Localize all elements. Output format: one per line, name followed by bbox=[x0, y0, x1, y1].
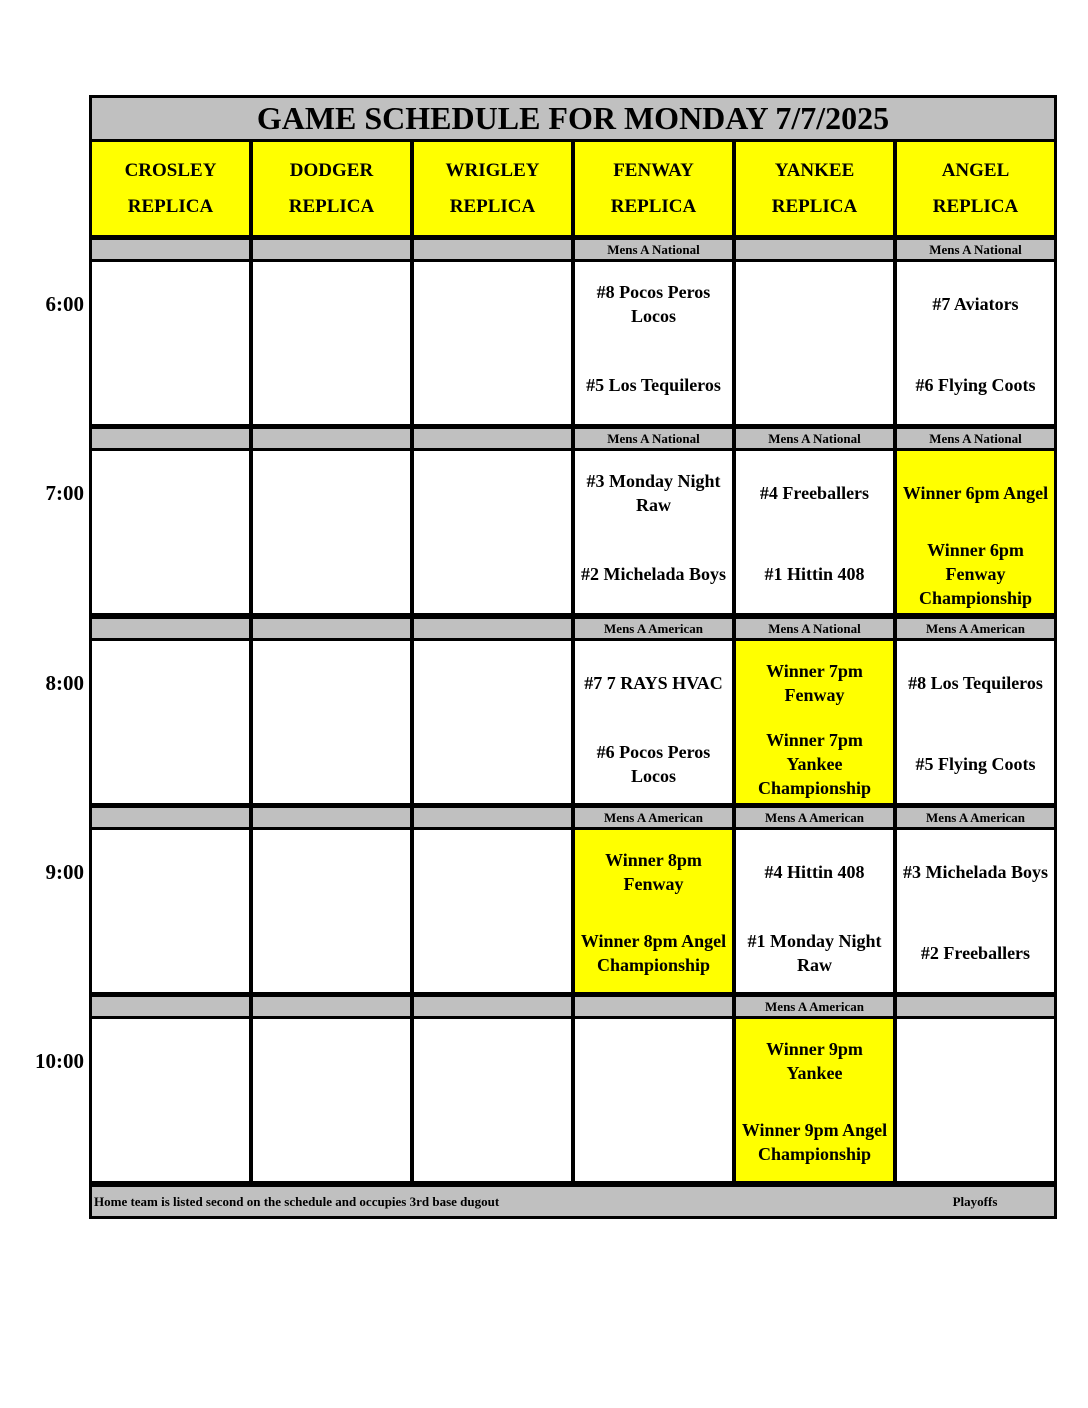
away-team: Winner 6pm Angel bbox=[902, 483, 1049, 503]
field-name: CROSLEY bbox=[124, 159, 217, 181]
division-label: Mens A American bbox=[736, 997, 893, 1016]
field-subtitle: REPLICA bbox=[610, 195, 697, 217]
field-subtitle: REPLICA bbox=[771, 195, 858, 217]
away-team: Winner 8pm Fenway bbox=[605, 850, 702, 894]
empty-slot bbox=[253, 262, 410, 424]
field-name: FENWAY bbox=[613, 159, 694, 181]
game-cell bbox=[575, 641, 732, 803]
game-cell bbox=[897, 262, 1054, 424]
empty-slot bbox=[253, 451, 410, 613]
game-cell bbox=[575, 451, 732, 613]
division-label: Mens A National bbox=[736, 619, 893, 638]
division-label bbox=[253, 808, 410, 827]
time-label: 10:00 bbox=[35, 1049, 84, 1073]
empty-slot bbox=[92, 830, 249, 992]
time-label: 7:00 bbox=[45, 481, 84, 505]
page-title: GAME SCHEDULE FOR MONDAY 7/7/2025 bbox=[92, 98, 1054, 139]
empty-slot bbox=[575, 1019, 732, 1181]
game-cell bbox=[736, 1019, 893, 1181]
empty-slot bbox=[92, 641, 249, 803]
home-team: Winner 6pm Fenway Championship bbox=[918, 540, 1033, 608]
field-name: DODGER bbox=[289, 159, 374, 181]
game-cell bbox=[736, 451, 893, 613]
division-label bbox=[253, 997, 410, 1016]
home-team: #1 Hittin 408 bbox=[764, 564, 865, 584]
home-team: Winner 9pm Angel Championship bbox=[741, 1120, 888, 1164]
empty-slot bbox=[414, 451, 571, 613]
home-team: Winner 8pm Angel Championship bbox=[580, 931, 727, 975]
field-name: WRIGLEY bbox=[445, 159, 540, 181]
division-label bbox=[897, 997, 1054, 1016]
division-label bbox=[92, 808, 249, 827]
away-team: #7 Aviators bbox=[932, 294, 1019, 314]
game-cell bbox=[897, 451, 1054, 613]
home-team: #5 Los Tequileros bbox=[586, 375, 721, 395]
field-subtitle: REPLICA bbox=[449, 195, 536, 217]
empty-slot bbox=[414, 262, 571, 424]
home-team: #2 Michelada Boys bbox=[580, 564, 726, 584]
field-header bbox=[414, 142, 571, 235]
field-name: ANGEL bbox=[941, 159, 1010, 181]
empty-slot bbox=[253, 1019, 410, 1181]
division-label: Mens A National bbox=[897, 429, 1054, 448]
field-header bbox=[575, 142, 732, 235]
game-cell bbox=[897, 641, 1054, 803]
division-label: Mens A National bbox=[575, 429, 732, 448]
away-team: #4 Hittin 408 bbox=[764, 862, 865, 882]
division-label bbox=[253, 240, 410, 259]
division-label: Mens A American bbox=[575, 619, 732, 638]
home-team: #2 Freeballers bbox=[920, 943, 1031, 963]
home-team: #6 Pocos Peros Locos bbox=[596, 742, 711, 786]
division-label bbox=[414, 619, 571, 638]
empty-slot bbox=[92, 1019, 249, 1181]
empty-slot bbox=[897, 1019, 1054, 1181]
away-team: #4 Freeballers bbox=[759, 483, 870, 503]
division-label bbox=[92, 240, 249, 259]
division-label bbox=[92, 429, 249, 448]
empty-slot bbox=[414, 1019, 571, 1181]
division-label bbox=[575, 997, 732, 1016]
away-team: #8 Pocos Peros Locos bbox=[596, 282, 711, 326]
game-cell bbox=[575, 262, 732, 424]
division-label bbox=[92, 619, 249, 638]
field-header bbox=[897, 142, 1054, 235]
division-label: Mens A American bbox=[897, 808, 1054, 827]
division-label: Mens A National bbox=[736, 429, 893, 448]
division-label: Mens A National bbox=[575, 240, 732, 259]
field-subtitle: REPLICA bbox=[288, 195, 375, 217]
division-label: Mens A American bbox=[897, 619, 1054, 638]
empty-slot bbox=[736, 262, 893, 424]
game-cell bbox=[736, 641, 893, 803]
empty-slot bbox=[92, 451, 249, 613]
empty-slot bbox=[414, 641, 571, 803]
home-team: #5 Flying Coots bbox=[915, 754, 1036, 774]
time-label: 9:00 bbox=[45, 860, 84, 884]
footer-legend: Playoffs bbox=[952, 1194, 998, 1209]
division-label bbox=[253, 429, 410, 448]
division-label bbox=[92, 997, 249, 1016]
game-cell bbox=[897, 830, 1054, 992]
field-name: YANKEE bbox=[774, 159, 855, 181]
division-label bbox=[414, 429, 571, 448]
empty-slot bbox=[253, 830, 410, 992]
field-header bbox=[736, 142, 893, 235]
division-label: Mens A American bbox=[575, 808, 732, 827]
division-label bbox=[414, 808, 571, 827]
game-cell bbox=[575, 830, 732, 992]
time-label: 6:00 bbox=[45, 292, 84, 316]
home-team: #1 Monday Night Raw bbox=[747, 931, 882, 975]
field-subtitle: REPLICA bbox=[932, 195, 1019, 217]
away-team: #3 Monday Night Raw bbox=[586, 471, 721, 515]
time-label: 8:00 bbox=[45, 671, 84, 695]
footer-note: Home team is listed second on the schedule and occupies 3rd base dugout bbox=[94, 1194, 500, 1209]
division-label bbox=[414, 997, 571, 1016]
away-team: Winner 7pm Fenway bbox=[766, 661, 863, 705]
division-label bbox=[736, 240, 893, 259]
away-team: #7 7 RAYS HVAC bbox=[584, 673, 723, 693]
empty-slot bbox=[414, 830, 571, 992]
away-team: #8 Los Tequileros bbox=[908, 673, 1043, 693]
away-team: #3 Michelada Boys bbox=[902, 862, 1048, 882]
empty-slot bbox=[92, 262, 249, 424]
game-cell bbox=[736, 830, 893, 992]
division-label bbox=[253, 619, 410, 638]
field-header bbox=[92, 142, 249, 235]
empty-slot bbox=[253, 641, 410, 803]
home-team: Winner 7pm Yankee Championship bbox=[757, 730, 872, 798]
field-header bbox=[253, 142, 410, 235]
home-team: #6 Flying Coots bbox=[915, 375, 1036, 395]
division-label bbox=[414, 240, 571, 259]
division-label: Mens A American bbox=[736, 808, 893, 827]
away-team: Winner 9pm Yankee bbox=[766, 1039, 863, 1083]
field-subtitle: REPLICA bbox=[127, 195, 214, 217]
division-label: Mens A National bbox=[897, 240, 1054, 259]
